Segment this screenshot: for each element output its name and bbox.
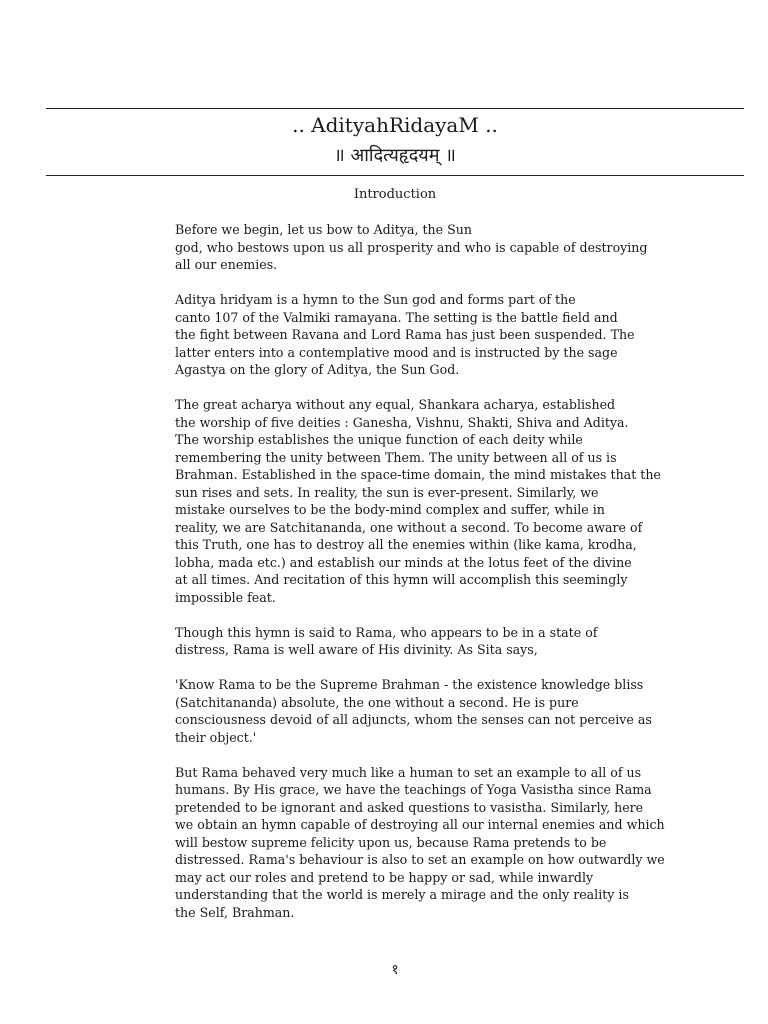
paragraph-line: their object.' <box>175 729 257 745</box>
paragraph-line: distressed. Rama's behaviour is also to set an example on how outwardly we <box>175 852 665 867</box>
paragraph-line: we obtain an hymn capable of destroying all our internal enemies and which <box>175 817 665 832</box>
paragraph-line: mistake ourselves to be the body-mind complex and suffer, while in <box>175 502 605 517</box>
paragraph-line: Though this hymn is said to Rama, who appears to be in a state of <box>175 624 598 640</box>
paragraph-line: Aditya hridyam is a hymn to the Sun god and forms part of the <box>175 292 576 307</box>
paragraph-line: may act our roles and pretend to be happy or sad, while inwardly <box>175 869 594 885</box>
paragraph <box>175 396 675 606</box>
header-top-rule <box>46 108 744 109</box>
paragraph-line: all our enemies. <box>175 257 278 272</box>
paragraph-line: the Self, Brahman. <box>175 904 295 920</box>
paragraph-line: impossible feat. <box>175 589 276 605</box>
paragraph-line: at all times. And recitation of this hymn will accomplish this seemingly <box>175 572 628 587</box>
paragraph-line: remembering the unity between Them. The unity between all of us is <box>175 449 617 465</box>
document-subtitle-devanagari: ॥ आदित्यहृदयम् ॥ <box>334 145 456 166</box>
paragraph-line: consciousness devoid of all adjuncts, whom the senses can not perceive as <box>175 712 652 727</box>
paragraph-line: Brahman. Established in the space-time domain, the mind mistakes that the <box>175 467 661 482</box>
paragraph-line: (Satchitananda) absolute, the one without a second. He is pure <box>175 694 579 710</box>
paragraph-line: Agastya on the glory of Aditya, the Sun God. <box>175 362 460 377</box>
paragraph-line: canto 107 of the Valmiki ramayana. The setting is the battle field and <box>175 309 618 325</box>
paragraph-line: latter enters into a contemplative mood and is instructed by the sage <box>175 344 618 360</box>
paragraph <box>175 221 675 274</box>
paragraph-line: the worship of five deities : Ganesha, Vishnu, Shakti, Shiva and Aditya. <box>175 414 629 430</box>
paragraph-line: god, who bestows upon us all prosperity and who is capable of destroying <box>175 239 648 255</box>
paragraph <box>175 291 675 379</box>
paragraph-line: sun rises and sets. In reality, the sun is ever-present. Similarly, we <box>175 484 599 500</box>
paragraph-line: humans. By His grace, we have the teachings of Yoga Vasistha since Rama <box>175 782 652 797</box>
document-title: .. AdityahRidayaM .. <box>292 113 498 137</box>
body-text <box>175 221 675 939</box>
paragraph-line: The great acharya without any equal, Shankara acharya, established <box>175 397 616 412</box>
paragraph-line: reality, we are Satchitananda, one without a second. To become aware of <box>175 519 643 535</box>
paragraph <box>175 624 675 659</box>
paragraph-line: lobha, mada etc.) and establish our minds at the lotus feet of the divine <box>175 554 632 570</box>
paragraph-line: The worship establishes the unique function of each deity while <box>175 432 583 447</box>
page-number: १ <box>391 962 399 978</box>
paragraph-line: the fight between Ravana and Lord Rama has just been suspended. The <box>175 327 635 342</box>
paragraph-line: 'Know Rama to be the Supreme Brahman - the existence knowledge bliss <box>175 677 644 692</box>
paragraph-line: Before we begin, let us bow to Aditya, the Sun <box>175 222 472 237</box>
paragraph <box>175 676 675 746</box>
paragraph-line: understanding that the world is merely a mirage and the only reality is <box>175 887 629 902</box>
paragraph-line: will bestow supreme felicity upon us, because Rama pretends to be <box>175 834 607 850</box>
paragraph-line: this Truth, one has to destroy all the enemies within (like kama, krodha, <box>175 537 637 552</box>
header-bottom-rule <box>46 175 744 176</box>
paragraph-line: But Rama behaved very much like a human to set an example to all of us <box>175 764 642 780</box>
section-heading: Introduction <box>353 187 437 202</box>
paragraph-line: distress, Rama is well aware of His divinity. As Sita says, <box>175 642 538 657</box>
paragraph-line: pretended to be ignorant and asked questions to vasistha. Similarly, here <box>175 799 644 815</box>
paragraph <box>175 764 675 922</box>
